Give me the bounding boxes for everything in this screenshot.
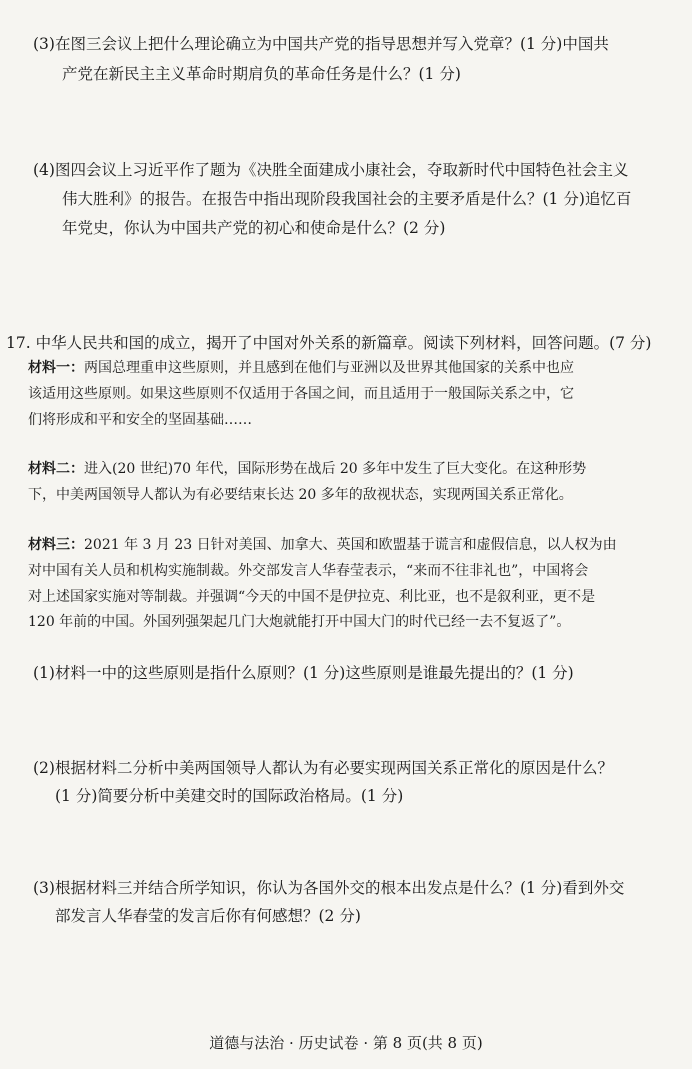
material-1-line2: 该适用这些原则。如果这些原则不仅适用于各国之间，而且适用于一般国际关系之中，它	[28, 386, 574, 402]
material-1-line3: 们将形成和平和安全的坚固基础……	[28, 412, 252, 428]
q17-stem: 17. 中华人民共和国的成立，揭开了中国对外关系的新篇章。阅读下列材料，回答问题。(7 分)	[6, 334, 652, 352]
q16-p4-line3: 年党史，你认为中国共产党的初心和使命是什么？(2 分)	[62, 219, 446, 237]
q16-p3-line1: (3)在图三会议上把什么理论确立为中国共产党的指导思想并写入党章？(1 分)中国共	[33, 35, 609, 53]
material-2-line2: 下，中美两国领导人都认为有必要结束长达 20 多年的敌视状态，实现两国关系正常化。	[28, 487, 573, 503]
material-2-label: 材料二：	[28, 461, 84, 477]
q16-p3-line2: 产党在新民主主义革命时期肩负的革命任务是什么？(1 分)	[62, 65, 461, 83]
material-1-label: 材料一：	[28, 360, 84, 376]
q17-p3-line1: (3)根据材料三并结合所学知识，你认为各国外交的根本出发点是什么？(1 分)看到外交	[33, 879, 625, 897]
q17-p2-line1: (2)根据材料二分析中美两国领导人都认为有必要实现两国关系正常化的原因是什么？	[33, 759, 613, 777]
material-3-line3: 对上述国家实施对等制裁。并强调“今天的中国不是伊拉克、利比亚，也不是叙利亚，更不是	[28, 589, 596, 605]
q17-p2-line2: (1 分)简要分析中美建交时的国际政治格局。(1 分)	[55, 787, 404, 805]
q17-p3-line2: 部发言人华春莹的发言后你有何感想？(2 分)	[55, 907, 361, 925]
q16-p4-line2: 伟大胜利》的报告。在报告中指出现阶段我国社会的主要矛盾是什么？(1 分)追忆百	[62, 190, 632, 208]
page-footer: 道德与法治 · 历史试卷 · 第 8 页(共 8 页)	[209, 1034, 483, 1052]
material-3-line2: 对中国有关人员和机构实施制裁。外交部发言人华春莹表示，“来而不往非礼也”，中国将会	[28, 563, 589, 579]
material-2-line1: 材料二：进入(20 世纪)70 年代，国际形势在战后 20 多年中发生了巨大变化。在这种形势	[28, 461, 587, 477]
material-3-line1: 材料三：2021 年 3 月 23 日针对美国、加拿大、英国和欧盟基于谎言和虚假信息，以人权为由	[28, 537, 617, 553]
q16-p4-line1: (4)图四会议上习近平作了题为《决胜全面建成小康社会，夺取新时代中国特色社会主义	[33, 161, 629, 179]
material-1-line1: 材料一：两国总理重申这些原则，并且感到在他们与亚洲以及世界其他国家的关系中也应	[28, 360, 574, 376]
material-3-line4: 120 年前的中国。外国列强架起几门大炮就能打开中国大门的时代已经一去不复返了”。	[28, 614, 571, 630]
material-3-label: 材料三：	[28, 537, 84, 553]
q17-p1-line1: (1)材料一中的这些原则是指什么原则？(1 分)这些原则是谁最先提出的？(1 分)	[33, 664, 574, 682]
